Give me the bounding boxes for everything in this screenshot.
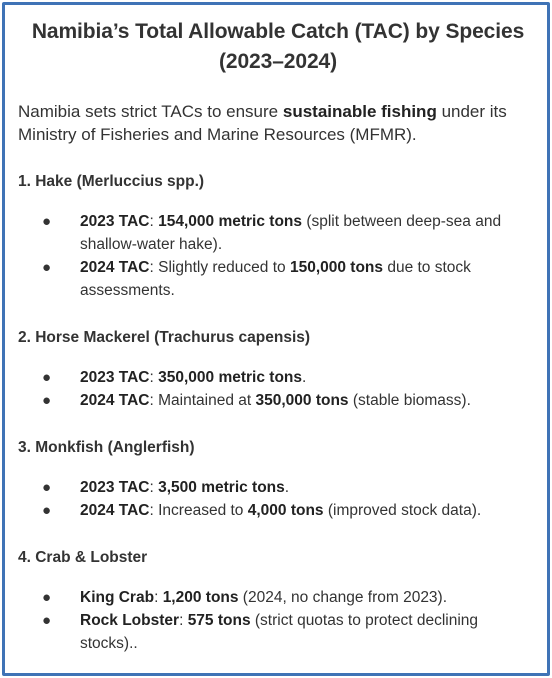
item-separator: : (149, 369, 159, 386)
document-card (2, 2, 550, 676)
section-crab-lobster (18, 548, 538, 655)
item-label: 2023 TAC (80, 213, 150, 230)
intro-emphasis: sustainable fishing (282, 102, 437, 121)
section-horse-mackerel (18, 328, 538, 412)
item-value: 350,000 metric tons (158, 369, 303, 386)
item-note: . (284, 479, 290, 496)
item-note: (stable biomass). (348, 392, 471, 409)
item-note: (improved stock data). (323, 502, 482, 519)
item-value: 350,000 tons (255, 392, 349, 409)
section-monkfish (18, 438, 538, 522)
item-label: 2023 TAC (80, 369, 150, 386)
list-item (18, 210, 538, 256)
intro-paragraph (18, 100, 538, 146)
document-body (18, 17, 538, 655)
bullet-icon: ● (42, 259, 52, 276)
list-item (18, 366, 538, 389)
section-title: 2. Horse Mackerel (Trachurus capensis) (18, 329, 311, 346)
bullet-icon: ● (42, 502, 52, 519)
intro-text: Namibia sets strict TACs to ensure (18, 102, 283, 121)
section-list (18, 366, 538, 412)
bullet-icon: ● (42, 392, 52, 409)
item-label: Rock Lobster (80, 612, 180, 629)
item-separator: : (149, 392, 159, 409)
item-value: 154,000 metric tons (158, 213, 303, 230)
bullet-icon: ● (42, 589, 52, 606)
item-label: 2024 TAC (80, 392, 150, 409)
item-pre: Maintained at (158, 392, 256, 409)
item-pre: Increased to (158, 502, 248, 519)
page-title: Namibia’s Total Allowable Catch (TAC) by Species (2023–2024) (31, 20, 525, 73)
item-note: (split between deep-sea and shallow-water hake). (80, 213, 502, 253)
item-value: 3,500 metric tons (158, 479, 285, 496)
item-value: 1,200 tons (162, 589, 239, 606)
list-item (18, 256, 538, 302)
item-label: 2023 TAC (80, 479, 150, 496)
item-note: (2024, no change from 2023). (238, 589, 448, 606)
list-item (18, 499, 538, 522)
item-separator: : (149, 259, 159, 276)
bullet-icon: ● (42, 612, 52, 629)
section-title: 1. Hake (Merluccius spp.) (18, 173, 205, 190)
item-note: . (302, 369, 307, 386)
item-label: King Crab (80, 589, 155, 606)
section-title: 4. Crab & Lobster (18, 549, 148, 566)
section-list (18, 210, 538, 302)
item-separator: : (149, 213, 159, 230)
bullet-icon: ● (42, 479, 52, 496)
section-list (18, 586, 538, 655)
item-note: due to stock assessments. (80, 259, 471, 299)
bullet-icon: ● (42, 369, 52, 386)
item-separator: : (149, 502, 159, 519)
list-item (18, 586, 538, 609)
item-value: 150,000 tons (289, 259, 384, 276)
item-label: 2024 TAC (80, 502, 150, 519)
item-separator: : (149, 479, 159, 496)
list-item (18, 476, 538, 499)
list-item (18, 389, 538, 412)
section-title: 3. Monkfish (Anglerfish) (18, 439, 195, 456)
item-pre: Slightly reduced to (158, 259, 290, 276)
item-value: 4,000 tons (247, 502, 324, 519)
item-label: 2024 TAC (80, 259, 150, 276)
item-separator: : (154, 589, 163, 606)
item-note: (strict quotas to protect declining stocks).. (80, 612, 479, 652)
section-hake (18, 172, 538, 302)
item-value: 575 tons (187, 612, 251, 629)
intro-text-end: under its Ministry of Fisheries and Marine Resources (MFMR). (18, 102, 507, 144)
list-item (18, 609, 538, 655)
section-list (18, 476, 538, 522)
bullet-icon: ● (42, 213, 52, 230)
item-separator: : (179, 612, 188, 629)
